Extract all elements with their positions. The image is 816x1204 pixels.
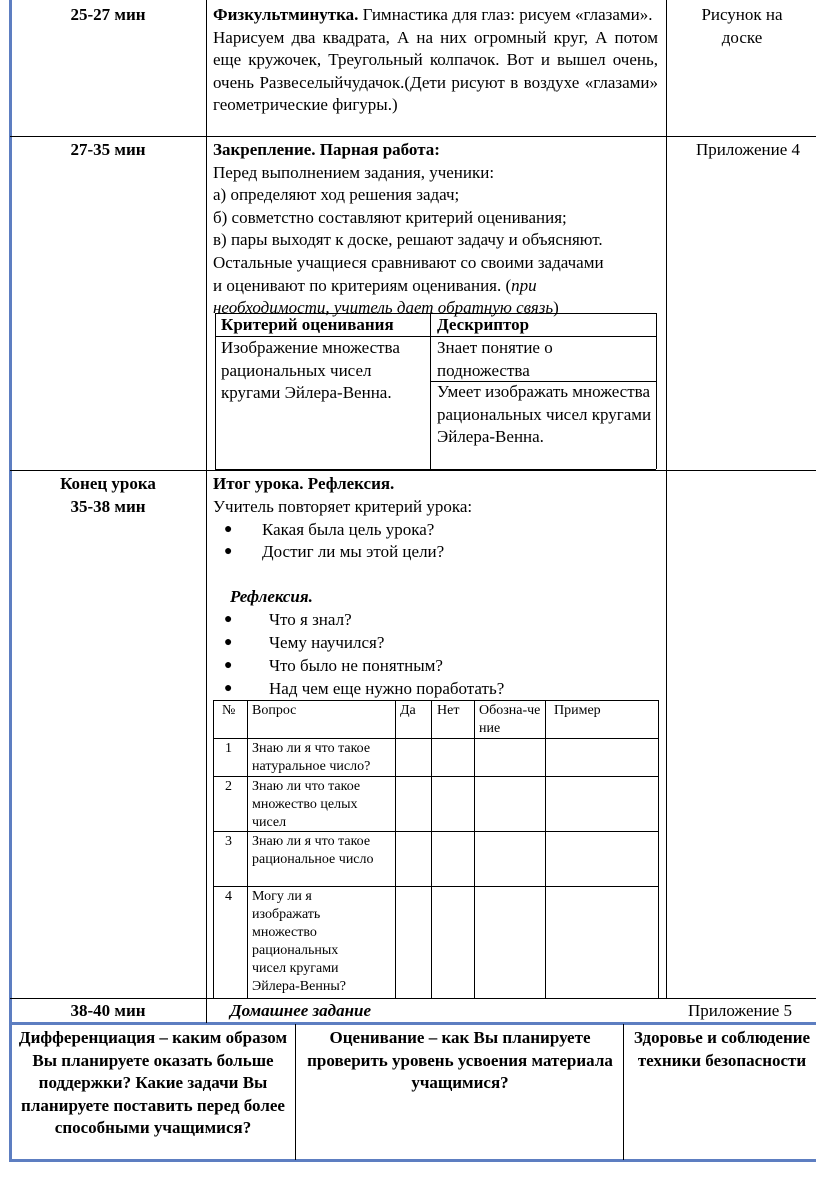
row3-time-line1: Конец урока xyxy=(60,474,156,493)
row3-title: Итог урока. Рефлексия. xyxy=(213,474,395,493)
crit-table-bottom xyxy=(215,469,656,470)
reflection-text: Чему научился? xyxy=(269,633,385,652)
crit-table-center xyxy=(430,313,431,469)
row2-closing-2-text: и оценивают по критериям оценивания. ( xyxy=(213,275,512,295)
row2-closing-italic-a: при xyxy=(511,275,537,295)
qtable-header-notation: Обозна-чение xyxy=(479,703,541,736)
footer-differentiation: Дифференциация – каким образом Вы планируете оказать больше поддержки? Какие задачи Вы планируете поставить перед более способными учащимися? xyxy=(18,1028,288,1138)
qtable-header-question: Вопрос xyxy=(252,703,297,718)
row2-step-b: б) совметстно составляют критерий оценивания; xyxy=(213,207,567,227)
qtable-row-num: 3 xyxy=(225,834,232,849)
qtable-row-num: 4 xyxy=(225,889,232,904)
col-divider-2 xyxy=(666,0,667,998)
qtable-col-left xyxy=(213,700,214,998)
row2-content xyxy=(213,139,665,320)
qtable-header-bottom xyxy=(213,738,658,739)
col-divider-1 xyxy=(206,0,207,1023)
qtable-row-question: Знаю ли что такое множество целых чисел xyxy=(252,779,361,830)
row2-closing-1: Остальные учащиеся сравнивают со своими задачами xyxy=(213,252,604,272)
reflection-text: Что было не понятным? xyxy=(269,656,443,675)
row1-time: 25-27 мин xyxy=(70,5,146,24)
crit-header-descriptor: Дескриптор xyxy=(437,315,530,334)
qtable-row3-bottom xyxy=(213,886,658,887)
crit-descriptor-2: Умеет изображать множества рациональных чисел кругами Эйлера-Венна. xyxy=(437,382,652,447)
question-text: Какая была цель урока? xyxy=(262,520,435,539)
reflection-text: Что я знал? xyxy=(269,610,352,629)
row2-closing-italic-b: необходимости, учитель дает обратную связь xyxy=(213,298,554,318)
crit-criterion: Изображение множества рациональных чисел кругами Эйлера-Венна. xyxy=(221,338,400,403)
qtable-row-num: 2 xyxy=(225,779,232,794)
qtable-col-4 xyxy=(474,700,475,998)
qtable-header-example: Пример xyxy=(554,703,601,718)
crit-descriptor-1: Знает понятие о подножества xyxy=(437,338,553,380)
qtable-col-3 xyxy=(431,700,432,998)
qtable-col-right xyxy=(658,700,659,998)
crit-table-right xyxy=(656,313,657,469)
row2-step-c: в) пары выходят к доске, решают задачу и объясняют. xyxy=(213,230,603,250)
qtable-col-5 xyxy=(545,700,546,998)
row3-time xyxy=(12,473,204,518)
row2-intro: Перед выполнением задания, ученики: xyxy=(213,162,495,182)
footer-divider-2 xyxy=(623,1024,624,1160)
qtable-row1-bottom xyxy=(213,776,658,777)
bullet-icon: ● xyxy=(224,522,233,537)
qtable-row-question: Могу ли я изображать множество рациональных чисел кругами Эйлера-Венны? xyxy=(252,889,346,994)
qtable-top xyxy=(213,700,658,701)
bullet-icon: ● xyxy=(224,658,233,673)
bullet-icon: ● xyxy=(224,544,233,559)
row3-time-line2: 35-38 мин xyxy=(70,496,146,516)
row1-content xyxy=(213,4,658,117)
qtable-row-num: 1 xyxy=(225,741,232,756)
row-separator-1 xyxy=(10,136,816,137)
qtable-row-question: Знаю ли я что такое натуральное число? xyxy=(252,741,371,774)
row2-title: Закрепление. Парная работа: xyxy=(213,140,440,159)
outer-bottom-border xyxy=(9,1159,816,1162)
crit-header-criterion: Критерий оценивания xyxy=(221,315,394,334)
row1-title-rest: Гимнастика для глаз: рисуем «глазами». xyxy=(358,5,653,24)
row-separator-2 xyxy=(10,470,816,471)
qtable-header-no: Нет xyxy=(437,703,460,718)
row4-homework: Домашнее задание xyxy=(230,1001,372,1020)
row2-closing-2 xyxy=(213,275,665,298)
bullet-icon: ● xyxy=(224,635,233,650)
footer-assessment: Оценивание – как Вы планируете проверить уровень усвоения материала учащимися? xyxy=(307,1028,613,1093)
row2-resource: Приложение 4 xyxy=(696,140,800,159)
qtable-row-question: Знаю ли я что такое рациональное число xyxy=(252,834,374,867)
qtable-col-1 xyxy=(247,700,248,998)
row1-resource: Рисунок на доске xyxy=(701,5,783,47)
row4-resource: Приложение 5 xyxy=(688,1001,792,1020)
footer-health: Здоровье и соблюдение техники безопасности xyxy=(633,1028,811,1070)
row-separator-3 xyxy=(10,998,816,999)
row2-step-a: а) определяют ход решения задач; xyxy=(213,185,460,205)
crit-table-left xyxy=(215,313,216,469)
qtable-header-yes: Да xyxy=(400,703,416,718)
qtable-col-2 xyxy=(395,700,396,998)
row4-time: 38-40 мин xyxy=(70,1001,146,1020)
bullet-icon: ● xyxy=(224,681,233,696)
question-text: Достиг ли мы этой цели? xyxy=(262,542,445,561)
row3-intro: Учитель повторяет критерий урока: xyxy=(213,496,473,516)
row1-title: Физкультминутка. xyxy=(213,5,359,24)
outer-left-border xyxy=(9,0,12,1162)
row2-time: 27-35 мин xyxy=(70,140,146,159)
reflection-title: Рефлексия. xyxy=(230,587,313,606)
bullet-icon: ● xyxy=(224,612,233,627)
footer-divider-1 xyxy=(295,1024,296,1160)
row1-body: Нарисуем два квадрата, А на них огромный круг, А потом еще кружочек, Треугольный колпачок. Вот и вышел очень, очень Развеселыйчудачок.(Дети рисуют в воздухе «глазами» геометрические фигуры.) xyxy=(213,27,658,115)
row2-closing-end: ) xyxy=(553,298,559,318)
row3-header xyxy=(213,473,665,518)
qtable-header-num: № xyxy=(222,703,236,718)
reflection-text: Над чем еще нужно поработать? xyxy=(269,679,505,698)
